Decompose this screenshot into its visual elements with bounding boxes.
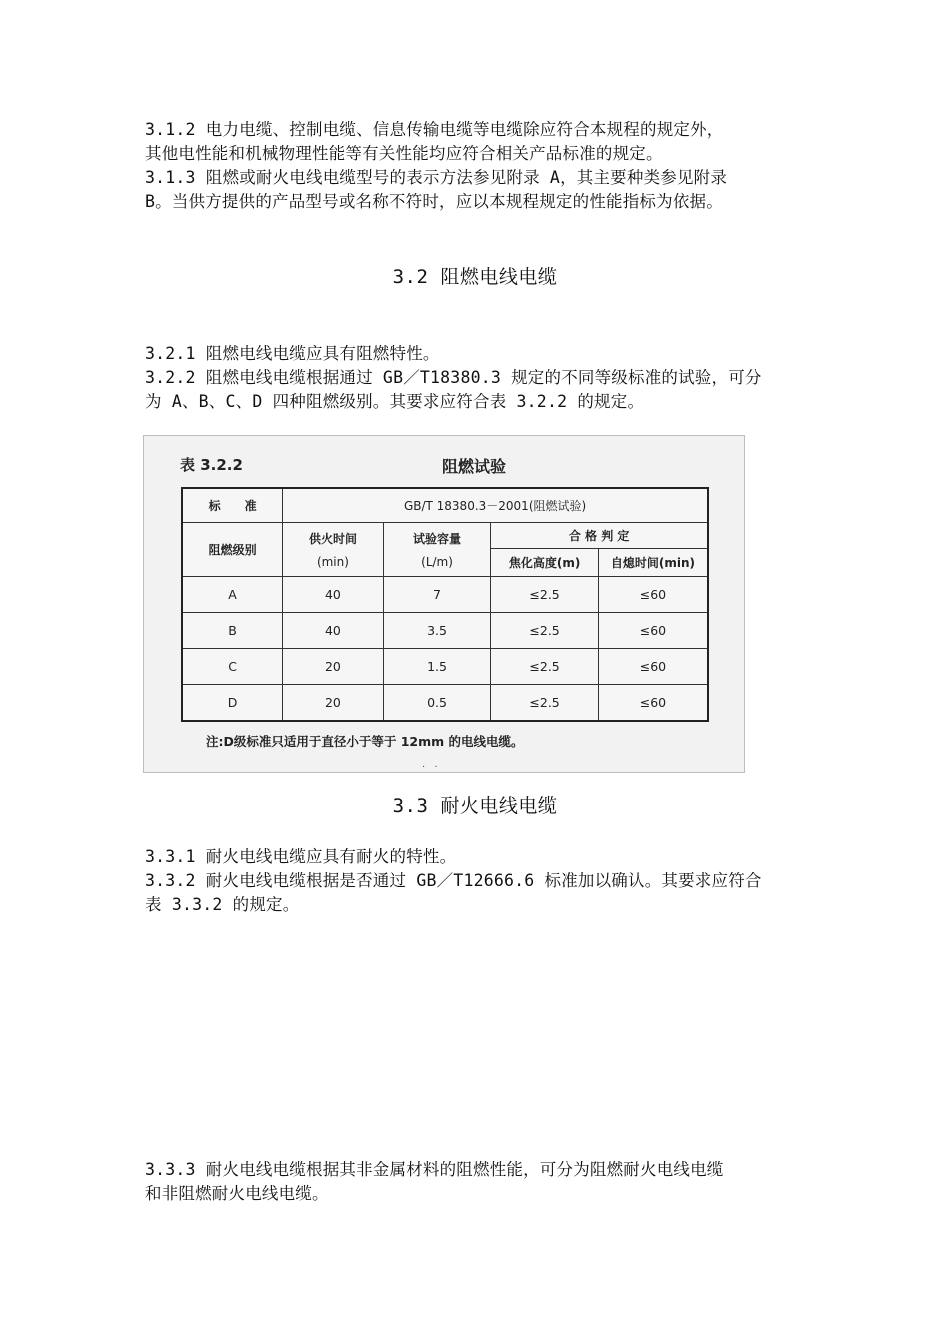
flame-retardant-test-table [181,487,709,722]
section-heading-3-3: 3.3 耐火电线电缆 [392,795,558,817]
cell-height: ≤2.5 [491,613,599,649]
header-char-height: 焦化高度(m) [491,549,599,577]
text-line: 为 A、B、C、D 四种阻燃级别。其要求应符合表 3.2.2 的规定。 [145,392,645,411]
header-judgement: 合 格 判 定 [491,523,708,549]
cell-self-extinguish: ≤60 [598,577,708,613]
header-test-volume-unit: (L/m) [421,555,453,569]
cell-height: ≤2.5 [491,577,599,613]
cell-self-extinguish: ≤60 [598,685,708,722]
cell-volume: 0.5 [383,685,491,722]
cell-height: ≤2.5 [491,685,599,722]
table-row [182,613,708,649]
header-grade: 阻燃级别 [182,523,283,577]
cell-time: 20 [283,649,384,685]
table-title: 阻燃试验 [441,457,506,476]
cell-time: 20 [283,685,384,722]
header-fire-time-unit: (min) [316,555,349,569]
cell-grade: C [182,649,283,685]
header-fire-time-label: 供火时间 [308,532,357,546]
text-line: 3.2.2 阻燃电线电缆根据通过 GB／T18380.3 规定的不同等级标准的试验，可分 [145,368,762,387]
paragraph-3-3-1 [145,845,810,869]
cell-time: 40 [283,577,384,613]
header-test-volume [383,523,491,577]
paragraph-3-1-3 [145,166,810,214]
cell-self-extinguish: ≤60 [598,649,708,685]
paragraph-3-3-3 [145,1158,810,1206]
scan-dots: · · [422,762,441,773]
header-test-volume-label: 试验容量 [413,532,462,546]
header-fire-time [283,523,384,577]
text-line: 3.3.3 耐火电线电缆根据其非金属材料的阻燃性能，可分为阻燃耐火电线电缆 [145,1160,724,1179]
table-row [182,577,708,613]
standard-value-cell: GB/T 18380.3－2001(阻燃试验) [283,488,708,523]
cell-self-extinguish: ≤60 [598,613,708,649]
text-line: 3.3.1 耐火电线电缆应具有耐火的特性。 [145,847,457,866]
text-line: 3.3.2 耐火电线电缆根据是否通过 GB／T12666.6 标准加以确认。其要求应符合 [145,871,762,890]
text-line: B。当供方提供的产品型号或名称不符时，应以本规程规定的性能指标为依据。 [145,192,723,211]
table-row-standard [182,488,708,523]
table-row [182,649,708,685]
text-line: 其他电性能和机械物理性能等有关性能均应符合相关产品标准的规定。 [145,144,663,163]
text-line: 3.2.1 阻燃电线电缆应具有阻燃特性。 [145,344,440,363]
standard-label-cell: 标 准 [182,488,283,523]
table-label: 表 3.2.2 [180,456,243,474]
text-line: 表 3.3.2 的规定。 [145,895,300,914]
section-heading-3-2: 3.2 阻燃电线电缆 [392,266,558,288]
table-row [182,685,708,722]
text-line: 3.1.3 阻燃或耐火电线电缆型号的表示方法参见附录 A，其主要种类参见附录 [145,168,728,187]
paragraph-3-1-2 [145,118,810,166]
cell-height: ≤2.5 [491,649,599,685]
cell-volume: 1.5 [383,649,491,685]
cell-volume: 7 [383,577,491,613]
cell-time: 40 [283,613,384,649]
text-line: 3.1.2 电力电缆、控制电缆、信息传输电缆等电缆除应符合本规程的规定外， [145,120,724,139]
table-title-wrap [144,454,744,477]
header-self-extinguish: 自熄时间(min) [598,549,708,577]
text-line: 和非阻燃耐火电线电缆。 [145,1184,329,1203]
table-3-2-2-image [143,435,745,773]
paragraph-3-3-2 [145,869,810,917]
table-note: 注:D级标准只适用于直径小于等于 12mm 的电线电缆。 [206,734,524,749]
cell-grade: A [182,577,283,613]
table-header-row [182,523,708,549]
paragraph-3-2-1 [145,342,810,366]
cell-volume: 3.5 [383,613,491,649]
cell-grade: D [182,685,283,722]
cell-grade: B [182,613,283,649]
paragraph-3-2-2 [145,366,810,414]
